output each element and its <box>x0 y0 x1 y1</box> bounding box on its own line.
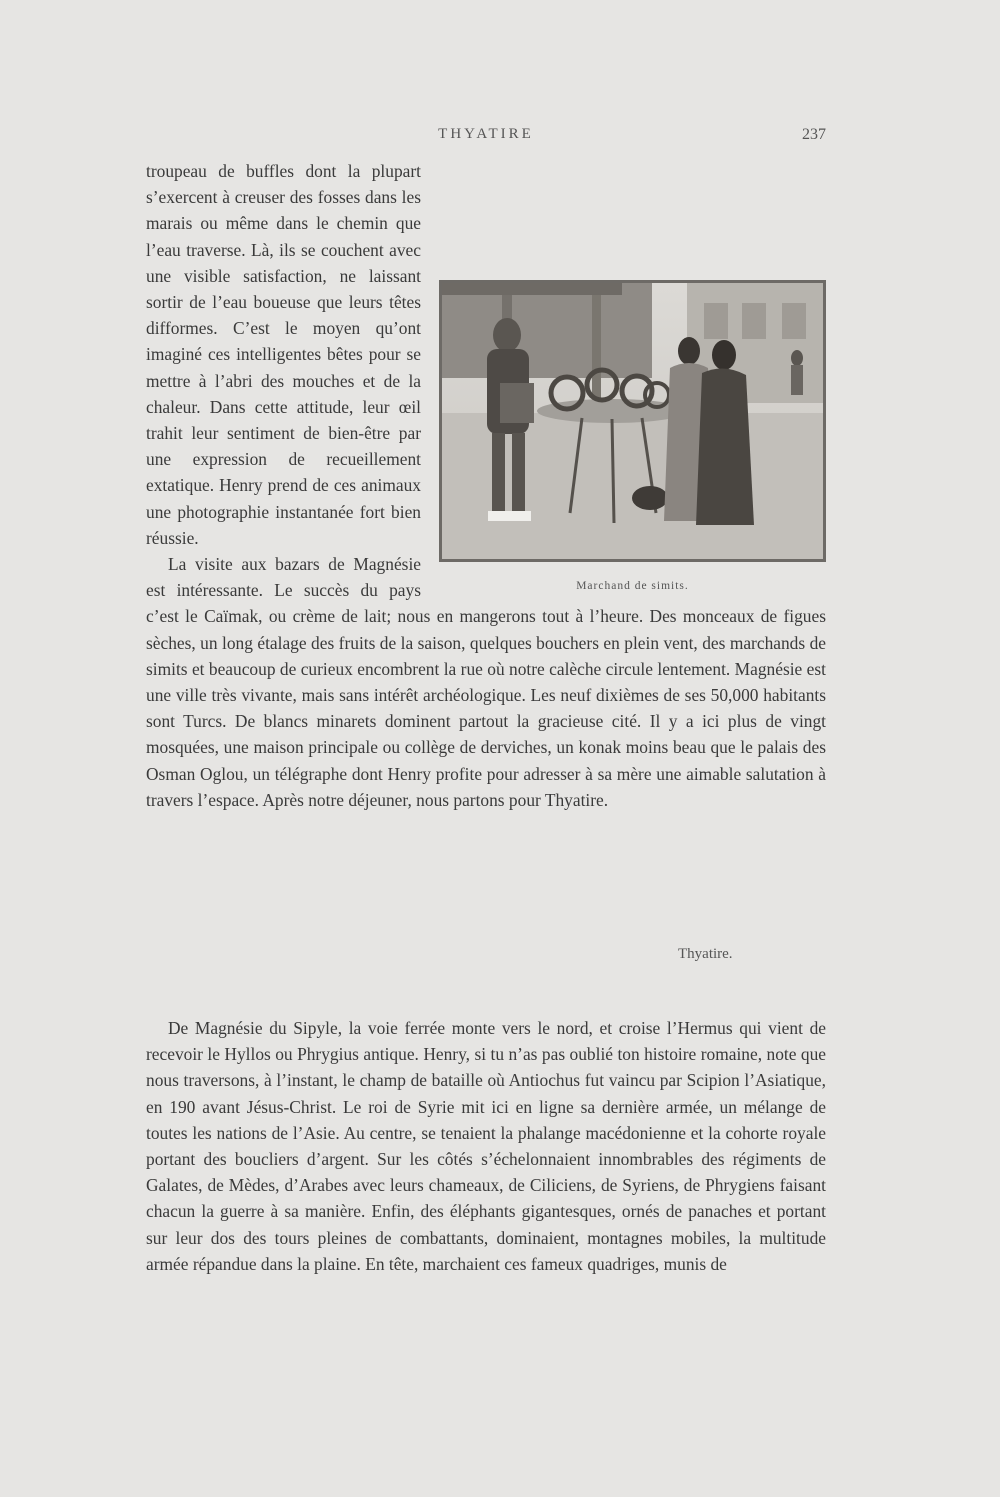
paragraph-buffaloes <box>146 158 826 592</box>
photograph-illustration <box>442 283 823 559</box>
paragraph-magnesie: De Magnésie du Sipyle, la voie ferrée monte vers le nord, et croise l’Hermus qui vient de recevoir le Hyllos ou Phrygius antique. Henry, si tu n’as pas oublié ton histoire romaine, note que nous traversons, à l’instant, le champ de bataille où Antiochus fut vaincu par Scipion l’Asiatique, en 190 avant Jésus-Christ. Le roi de Syrie mit ici en ligne sa dernière armée, un mélange de toutes les nations de l’Asie. Au centre, se tenaient la phalange macédonienne et la cohorte royale portant des boucliers d’argent. Sur les côtés s’échelonnaient innombrables des régiments de Galates, de Mèdes, d’Arabes avec leurs chameaux, de Ciliciens, de Syriens, de Phrygiens faisant chacun la guerre à sa manière. Enfin, des éléphants gigantesques, ornés de panaches et portant sur leur dos des tours pleines de combattants, dominaient, montagnes mobiles, la multitude armée répandue dans la plaine. En tête, marchaient ces fameux quadriges, munis de <box>146 1018 826 1274</box>
section-heading: Thyatire. <box>678 946 733 962</box>
bottom-text-block <box>146 1015 826 1277</box>
figure-caption: Marchand de simits. <box>576 580 689 592</box>
running-head <box>146 126 826 150</box>
paragraph-bazars: La visite aux bazars de Magnésie est intéressante. Le succès du pays c’est le Caïmak, ou crème de lait; nous en mangerons tout à l’heure. Des monceaux de figues sèches, un long étalage des fruits de la saison, quelques bouchers en plein vent, des marchands de simits et beaucoup de curieux encombrent la rue où notre calèche circule lentement. Magnésie est une ville très vivante, mais sans intérêt archéologique. Les neuf dixièmes de ses 50,000 habitants sont Turcs. De blancs minarets dominent partout la gracieuse cité. Il y a ici plus de vingt mosquées, une maison principale ou collège de derviches, un konak moins beau que le palais des Osman Oglou, un télégraphe dont Henry profite pour adresser à sa mère une aimable salutation à travers l’espace. Après notre déjeuner, nous partons pour Thyatire. <box>146 554 826 810</box>
running-title: THYATIRE <box>438 126 534 142</box>
figure <box>439 280 826 593</box>
paragraph-buffaloes-text: troupeau de buffles dont la plupart s’exercent à creuser des fosses dans les marais ou même dans le chemin que l’eau traverse. Là, ils se couchent avec une visible satisfaction, ne laissant sortir de l’eau boueuse que leurs têtes difformes. C’est le moyen qu’ont imaginé ces intelligentes bêtes pour se mettre à l’abri des mouches et de la chaleur. Dans cette attitude, leur œil trahit leur sentiment de bien-être par une expression de recueillement extatique. Henry prend de ces animaux une photographie instantanée fort bien réussie. <box>146 161 421 548</box>
page-number: 237 <box>802 126 826 143</box>
top-text-block <box>146 158 826 813</box>
photograph <box>439 280 826 562</box>
